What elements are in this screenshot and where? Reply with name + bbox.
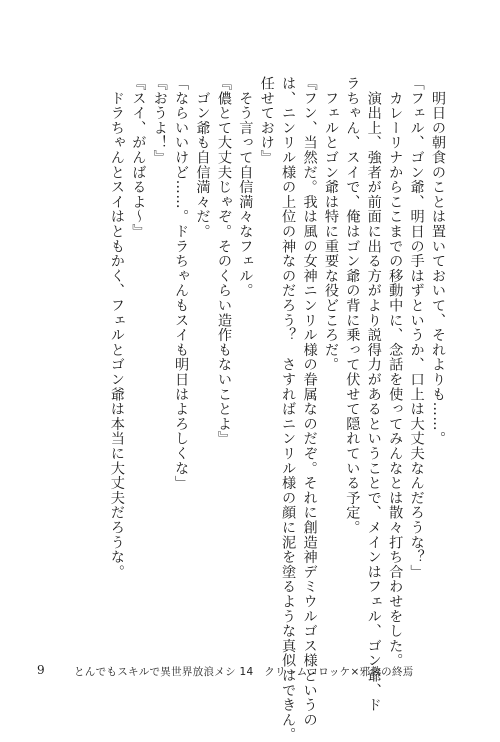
text-line: 『儂とて大丈夫じゃぞ。そのくらい造作もないことよ』 <box>215 76 232 446</box>
text-line: ゴン爺も自信満々だ。 <box>194 76 211 239</box>
text-line: 『フン、当然だ。我は風の女神ニンリル様の眷属なのだぞ。それに創造神デミウルゴス様というの <box>301 76 318 728</box>
text-line: 「ならいいけど……。ドラちゃんもスイも明日はよろしくな」 <box>173 76 190 491</box>
text-line: ドラちゃんとスイはともかく、フェルとゴン爺は本当に大丈夫だろうな。 <box>108 76 125 580</box>
text-line: 「フェル、ゴン爺、明日の手はずというか、口上は大丈夫なんだろうな？」 <box>408 76 425 580</box>
running-head: とんでもスキルで異世界放浪メシ 14 クリームコロッケ×邪教の終焉 <box>74 666 414 678</box>
text-line: そう言って自信満々なフェル。 <box>237 76 254 298</box>
text-line: 演出上、強者が前面に出る方がより説得力があるということで、メインはフェル、ゴン爺、ド <box>365 76 382 713</box>
text-line: 任せておけ』 <box>258 76 275 165</box>
text-line: 『スイ、がんばるよ～』 <box>130 76 147 239</box>
page-number: 9 <box>37 663 45 677</box>
page-footer <box>26 661 476 681</box>
text-line: は、ニンリル様の上位の神なのだろう？ さすればニンリル様の顔に泥を塗るような真似はできん。 <box>280 76 297 742</box>
text-line: 『おうよ！』 <box>151 76 168 165</box>
text-line: 明日の朝食のことは置いておいて、それよりも……。 <box>430 76 446 446</box>
text-line: フェルとゴン爺は特に重要な役どころだ。 <box>322 76 339 372</box>
text-line: ラちゃん、スイで、俺はゴン爺の背に乗って伏せて隠れている予定。 <box>344 76 361 535</box>
text-line: カレーリナからここまでの移動中に、念話を使ってみんなとは散々打ち合わせをした。 <box>387 76 404 668</box>
